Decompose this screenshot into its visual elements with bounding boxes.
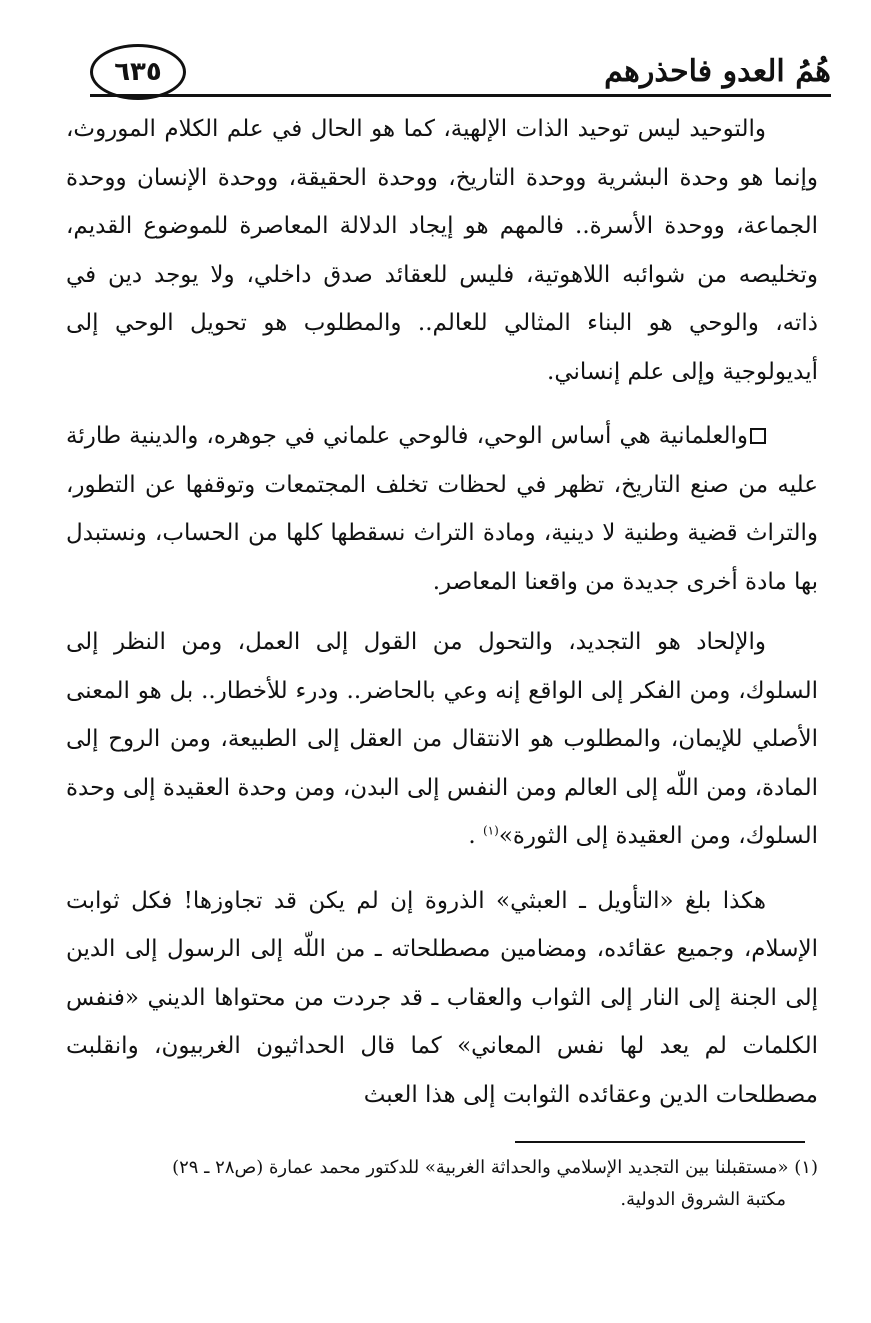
running-header-title: هُمُ العدو فاحذرهم <box>604 54 831 89</box>
footnote-line-2: مكتبة الشروق الدولية. <box>620 1189 786 1210</box>
body-text <box>66 105 818 1135</box>
square-bullet-icon <box>750 428 766 444</box>
paragraph-1: والتوحيد ليس توحيد الذات الإلهية، كما هو الحال في علم الكلام الموروث، وإنما هو وحدة البشرية ووحدة التاريخ، ووحدة الحقيقة، ووحدة الإنسان ووحدة الجماعة، ووحدة الأسرة.. فالمهم هو إيجاد الدلالة المعاصرة للموضوع القديم، وتخليصه من شوائبه اللاهوتية، فليس للعقائد صدق داخلي، ولا يوجد دين في ذاته، والوحي هو البناء المثالي للعالم.. والمطلوب هو تحويل الوحي إلى أيديولوجية وإلى علم إنساني. <box>66 116 818 385</box>
page-number-oval <box>90 44 186 100</box>
header-rule <box>90 94 831 97</box>
paragraph-4: هكذا بلغ «التأويل ـ العبثي» الذروة إن لم يكن قد تجاوزها! فكل ثوابت الإسلام، وجميع عقائده، ومضامين مصطلحاته ـ من اللّه إلى الرسول إلى الدين إلى الجنة إلى النار إلى الثواب والعقاب ـ قد جردت من محتواها الديني «فنفس الكلمات لم يعد لها نفس المعاني» كما قال الحداثيون الغربيون، وانقلبت مصطلحات الدين وعقائده الثوابت إلى هذا العبث <box>66 887 818 1108</box>
footnote-rule <box>515 1141 805 1143</box>
footnote-number: (١) <box>794 1157 818 1178</box>
paragraph-3-text: والإلحاد هو التجديد، والتحول من القول إلى العمل، ومن النظر إلى السلوك، ومن الفكر إلى الواقع إنه وعي بالحاضر.. ودرء للأخطار.. بل هو المعنى الأصلي للإيمان، والمطلوب هو الانتقال من العقل إلى الطبيعة، ومن الروح إلى المادة، ومن اللّه إلى العالم ومن النفس إلى البدن، ومن وحدة العقيدة إلى وحدة السلوك، ومن العقيدة إلى الثورة» <box>66 629 818 849</box>
footnote-reference: (١) <box>482 823 499 838</box>
page-number: ٦٣٥ <box>114 57 162 87</box>
paragraph-3: والإلحاد هو التجديد، والتحول من القول إلى العمل، ومن النظر إلى السلوك، ومن الفكر إلى الواقع إنه وعي بالحاضر.. ودرء للأخطار.. بل هو المعنى الأصلي للإيمان، والمطلوب هو الانتقال من العقل إلى الطبيعة، ومن الروح إلى المادة، ومن اللّه إلى العالم ومن النفس إلى البدن، ومن وحدة العقيدة إلى وحدة السلوك، ومن العقيدة إلى الثورة»$^{(١)}$ . <box>66 629 818 849</box>
footnote-line-1: «مستقبلنا بين التجديد الإسلامي والحداثة الغربية» للدكتور محمد عمارة (ص٢٨ ـ ٢٩) <box>172 1157 789 1178</box>
paragraph-2-text: والعلمانية هي أساس الوحي، فالوحي علماني في جوهره، والدينية طارئة عليه من صنع التاريخ، تظهر في لحظات تخلف المجتمعات وتوقفها عن التطور، والتراث قضية وطنية لا دينية، ومادة التراث نسقطها كلها من الحساب، ونستبدل بها مادة أخرى جديدة من واقعنا المعاصر. <box>66 423 818 595</box>
footnote <box>66 1152 818 1216</box>
paragraph-2 <box>66 412 818 606</box>
